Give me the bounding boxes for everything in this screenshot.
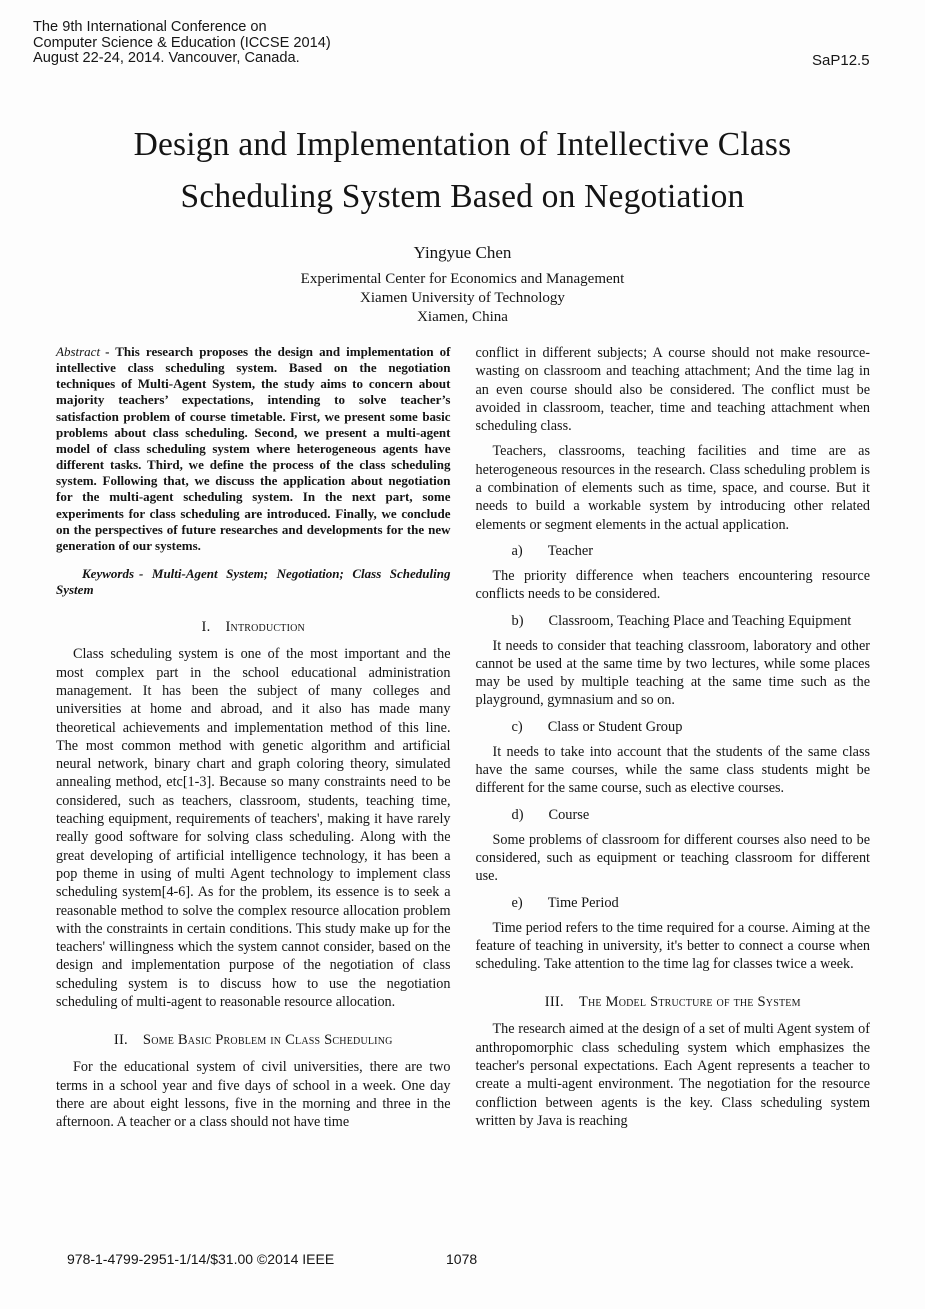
subsection-label: Time Period (547, 894, 619, 911)
paragraph-course: Some problems of classroom for different courses also need to be considered, such as equipment or teaching classroom for different use. (475, 831, 870, 885)
session-code: SaP12.5 (812, 52, 870, 69)
subsection-label: Teacher (547, 542, 594, 559)
section-title: Introduction (225, 619, 305, 636)
paragraph-class-group: It needs to take into account that the students of the same class have the same courses, while the same class students might be different for the same course, such as elective courses. (475, 743, 870, 797)
author-block (0, 243, 925, 328)
subsection-heading-teacher (476, 543, 871, 560)
paragraph-continuation: conflict in different subjects; A course should not make resource-wasting on classroom and teaching attachment; And the time lag in an even course should also be considered. The conflict must be avoided in classroom, teacher, time and teaching attachment when scheduling class. (475, 345, 870, 435)
subsection-letter: e) (511, 894, 523, 911)
paragraph-basic-problem: For the educational system of civil universities, there are two terms in a school year and five days of school in a week. One day there are about eight lessons, five in the morning and three in the afternoon. A teacher or a class should not have time (56, 1059, 451, 1131)
subsection-label: Course (548, 806, 590, 823)
abstract (56, 344, 451, 554)
section-title: The Model Structure of the System (578, 994, 801, 1011)
affiliation-line-3: Xiamen, China (417, 309, 508, 326)
section-number: III. (544, 994, 564, 1011)
paper-title (0, 119, 925, 223)
section-heading-introduction (56, 619, 451, 636)
affiliation-line-1: Experimental Center for Economics and Management (300, 271, 625, 287)
two-column-body (56, 344, 870, 1131)
section-heading-model-structure (476, 994, 871, 1011)
subsection-letter: c) (511, 718, 523, 735)
paragraph-classroom: It needs to consider that teaching classroom, laboratory and other cannot be used at the same time by two lectures, while some places may be used by multiple teaching at the same time such as the playground, gymnasium and so on. (475, 637, 870, 709)
keywords-label: Keywords (82, 566, 134, 582)
conference-line-1: The 9th International Conference on (33, 19, 267, 35)
paper-title-line-1: Design and Implementation of Intellective Class (133, 126, 792, 163)
subsection-heading-class-group (476, 719, 871, 736)
abstract-text: - This research proposes the design and implementation of intellective class scheduling system. Based on the negotiation techniques of Multi-Agent System, the study aims to concern about majority teachers’ expectations, intending to solve teacher’s satisfaction problem of course timetable. First, we present some basic problems about class scheduling. Second, we present a multi-agent model of class scheduling system where heterogeneous agents have different tasks. Third, we define the process of the class scheduling system. Following that, we discuss the application about negotiation for the multi-agent scheduling system. In the next part, some experiments for class scheduling are introduced. Finally, we conclude on the perspectives of future researches and developments for the new generation of our systems. (56, 344, 451, 553)
affiliation-line-2: Xiamen University of Technology (360, 290, 565, 307)
paragraph-teacher: The priority difference when teachers encountering resource conflicts needs to be considered. (475, 567, 870, 603)
section-number: II. (113, 1032, 128, 1049)
paragraph-resources: Teachers, classrooms, teaching facilities and time are as heterogeneous resources in the research. Class scheduling problem is a combination of elements such as time, space, and course. But it needs to build a workable system by introducing other related elements or segment elements in the actual application. (475, 443, 870, 533)
conference-line-3: August 22-24, 2014. Vancouver, Canada. (33, 50, 300, 67)
subsection-label: Class or Student Group (547, 718, 683, 735)
section-heading-basic-problem (56, 1032, 451, 1049)
section-title: Some Basic Problem in Class Scheduling (142, 1032, 393, 1049)
section-number: I. (201, 619, 211, 636)
subsection-heading-course (476, 807, 871, 824)
footer-page-number: 1078 (446, 1251, 478, 1267)
paragraph-time-period: Time period refers to the time required for a course. Aiming at the feature of teaching in university, it's better to connect a course when scheduling. Take attention to the time lag for classes twice a week. (475, 919, 870, 973)
subsection-heading-classroom (476, 613, 871, 630)
subsection-letter: d) (511, 806, 524, 823)
keywords (56, 566, 451, 598)
keywords-text: - Multi-Agent System; Negotiation; Class Scheduling System (56, 566, 451, 598)
paragraph-model-structure: The research aimed at the design of a set of multi Agent system of anthropomorphic class scheduling system which emphasizes the teacher's personal expectations. Each Agent represents a teacher to create a multi-agent environment. The negotiation for the resource confliction between agents is the key. Class scheduling system written by Java is reaching (475, 1021, 870, 1129)
subsection-heading-time-period (476, 895, 871, 912)
subsection-label: Classroom, Teaching Place and Teaching Equipment (548, 612, 852, 629)
paragraph-introduction: Class scheduling system is one of the most important and the most complex part in the school educational administration management. It has been the subject of many colleges and universities at home and abroad, and it also has made many theoretical achievements and implementation method of this line. The most common method with genetic algorithm and artificial neural network, binary chart and graph coloring theory, simulated annealing method, etc[1-3]. Because so many constraints need to be considered, such as teachers, classroom, students, teaching time, teaching equipment, requirements of teachers', making it have rarely really good software for solving class scheduling. Along with the great developing of artificial intelligence technology, it has been a pop theme in using of multi Agent technology to implement class scheduling system[4-6]. As for the problem, its essence is to seek a reasonable method to solve the complex resource allocation problem with the constraints in certain conditions. This study make up for the teachers' willingness which the system cannot consider, based on the design and implementation purpose of the negotiation of class scheduling system is to discuss how to use the negotiation scheduling of multi-agent to reasonable resource allocation. (56, 646, 451, 1010)
conference-line-2: Computer Science & Education (ICCSE 2014) (33, 34, 331, 51)
subsection-letter: a) (511, 542, 523, 559)
paper-title-line-2: Scheduling System Based on Negotiation (180, 178, 745, 215)
author-name: Yingyue Chen (413, 243, 512, 262)
footer-copyright: 978-1-4799-2951-1/14/$31.00 ©2014 IEEE (67, 1251, 335, 1267)
subsection-letter: b) (511, 612, 524, 629)
left-column (56, 344, 451, 1131)
right-column (476, 344, 871, 1130)
abstract-label: Abstract (56, 344, 101, 359)
running-head (33, 20, 331, 67)
